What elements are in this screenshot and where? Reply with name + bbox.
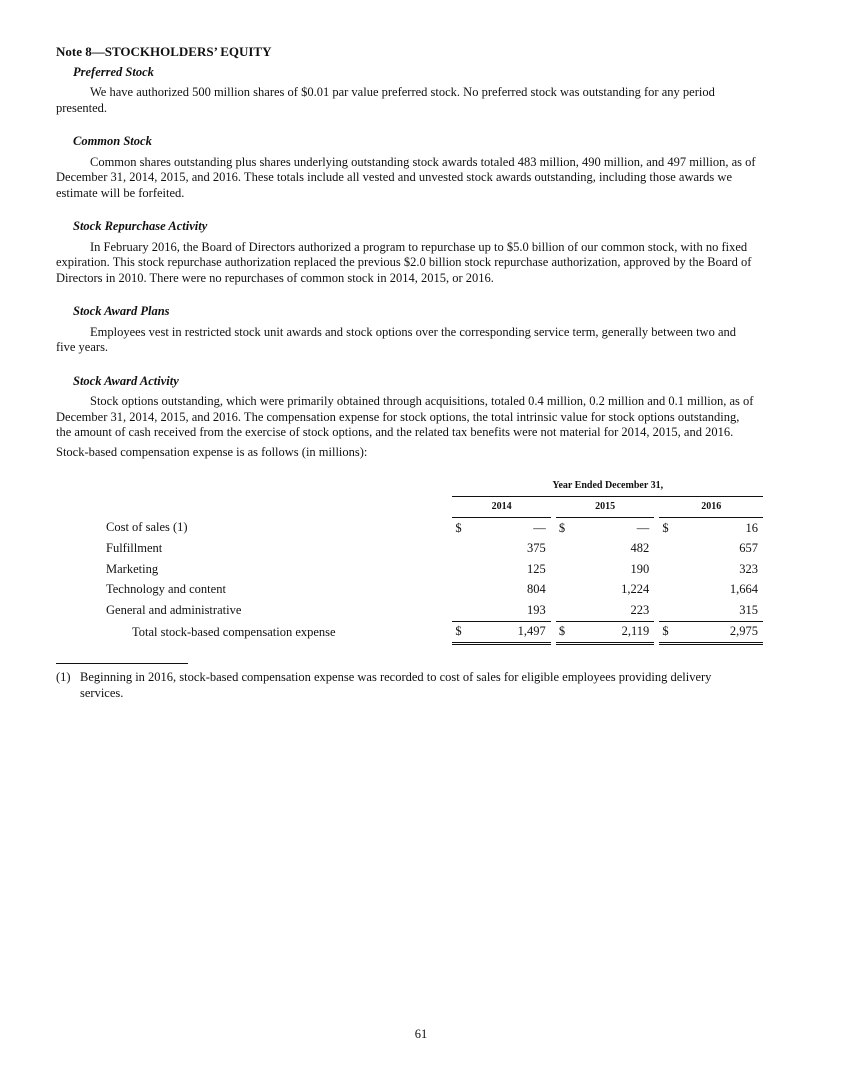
- section-stock-repurchase-activity: [56, 219, 756, 286]
- row-label: Fulfillment: [106, 541, 163, 555]
- section-stock-award-plans: [56, 304, 756, 356]
- cell-value: 1,664: [729, 582, 758, 596]
- cell-value: 482: [630, 541, 650, 555]
- table-row: [106, 580, 763, 601]
- cell-value: 1,224: [621, 582, 650, 596]
- column-header-year: 2016: [659, 497, 763, 518]
- footnote-text: Beginning in 2016, stock-based compensation expense was recorded to cost of sales for eligible employees providing delivery services.: [80, 670, 712, 700]
- section-preferred-stock: [56, 65, 756, 117]
- currency-symbol: $: [558, 520, 566, 535]
- cell-value: —: [533, 520, 546, 535]
- cell-value: 315: [676, 600, 763, 621]
- cell-value: 323: [739, 561, 758, 576]
- table-row: [106, 600, 763, 621]
- row-label: General and administrative: [106, 602, 242, 617]
- cell-value: 193: [469, 600, 551, 621]
- row-label: Marketing: [106, 561, 159, 576]
- row-label: Technology and content: [106, 582, 226, 596]
- cell-value: 223: [572, 600, 654, 621]
- currency-symbol: $: [556, 621, 572, 644]
- section-heading: Stock Award Activity: [73, 373, 179, 388]
- section-paragraph: In February 2016, the Board of Directors authorized a program to repurchase up to $5.0 billion of our common stock, with no fixed expiration. This stock repurchase authorization replaced the previous $2.0 billion stock repurchase authorization, approved by the Board of Directors in 2010. There were no repurchases of common stock in 2014, 2015, or 2016.: [56, 239, 752, 285]
- footnote-divider: [56, 663, 188, 664]
- section-paragraph: Stock options outstanding, which were primarily obtained through acquisitions, totaled 0.4 million, 0.2 million and 0.1 million, as of December 31, 2014, 2015, and 2016. The compensation expense for stock options, the total intrinsic value for stock options outstanding, the amount of cash received from the exercise of stock options, and the related tax benefits were not material for 2014, 2015, and 2016.: [56, 394, 754, 439]
- table-row: [106, 518, 763, 539]
- section-paragraph: We have authorized 500 million shares of $0.01 par value preferred stock. No preferred stock was outstanding for any period presented.: [56, 85, 715, 115]
- section-paragraph: Common shares outstanding plus shares underlying outstanding stock awards totaled 483 million, 490 million, and 497 million, as of December 31, 2014, 2015, and 2016. These totals include all vested and unvested stock awards outstanding, including those awards we estimate will be forfeited.: [56, 154, 756, 200]
- cell-value: 657: [739, 541, 758, 555]
- table-row: [106, 559, 763, 580]
- column-header-year: 2014: [452, 497, 550, 518]
- column-header-year: 2015: [556, 497, 654, 518]
- table-intro: Stock-based compensation expense is as follows (in millions):: [56, 444, 368, 459]
- table-row: [106, 539, 763, 560]
- total-value: 1,497: [469, 621, 551, 644]
- footnote: [56, 670, 756, 701]
- cell-value: 375: [527, 541, 546, 555]
- section-heading: Preferred Stock: [73, 64, 154, 79]
- currency-symbol: $: [662, 520, 669, 535]
- footnote-marker: (1): [56, 670, 71, 684]
- cell-value: 16: [745, 520, 758, 535]
- section-paragraph: Employees vest in restricted stock unit awards and stock options over the corresponding service term, generally between two and five years.: [56, 324, 736, 354]
- cell-value: 125: [527, 561, 546, 576]
- currency-symbol: $: [659, 621, 675, 644]
- currency-symbol: $: [452, 621, 468, 644]
- section-heading: Stock Repurchase Activity: [73, 219, 208, 233]
- page-number: 61: [414, 1027, 428, 1041]
- section-common-stock: [56, 134, 756, 201]
- section-stock-award-activity: [56, 374, 756, 441]
- cell-value: —: [636, 520, 650, 535]
- table-total-row: [106, 621, 763, 644]
- total-value: 2,119: [572, 621, 654, 644]
- note-title: Note 8—STOCKHOLDERS’ EQUITY: [56, 44, 272, 59]
- cell-value: 804: [527, 582, 546, 596]
- document-page: [56, 44, 756, 701]
- section-heading: Stock Award Plans: [73, 304, 170, 318]
- cell-value: 190: [630, 561, 650, 576]
- total-value: 2,975: [676, 621, 763, 644]
- table-group-header: Year Ended December 31,: [452, 476, 763, 497]
- row-label: Cost of sales (1): [106, 520, 188, 535]
- currency-symbol: $: [455, 520, 462, 535]
- total-label: Total stock-based compensation expense: [132, 624, 336, 639]
- stock-compensation-table: [106, 476, 763, 645]
- section-heading: Common Stock: [73, 134, 152, 148]
